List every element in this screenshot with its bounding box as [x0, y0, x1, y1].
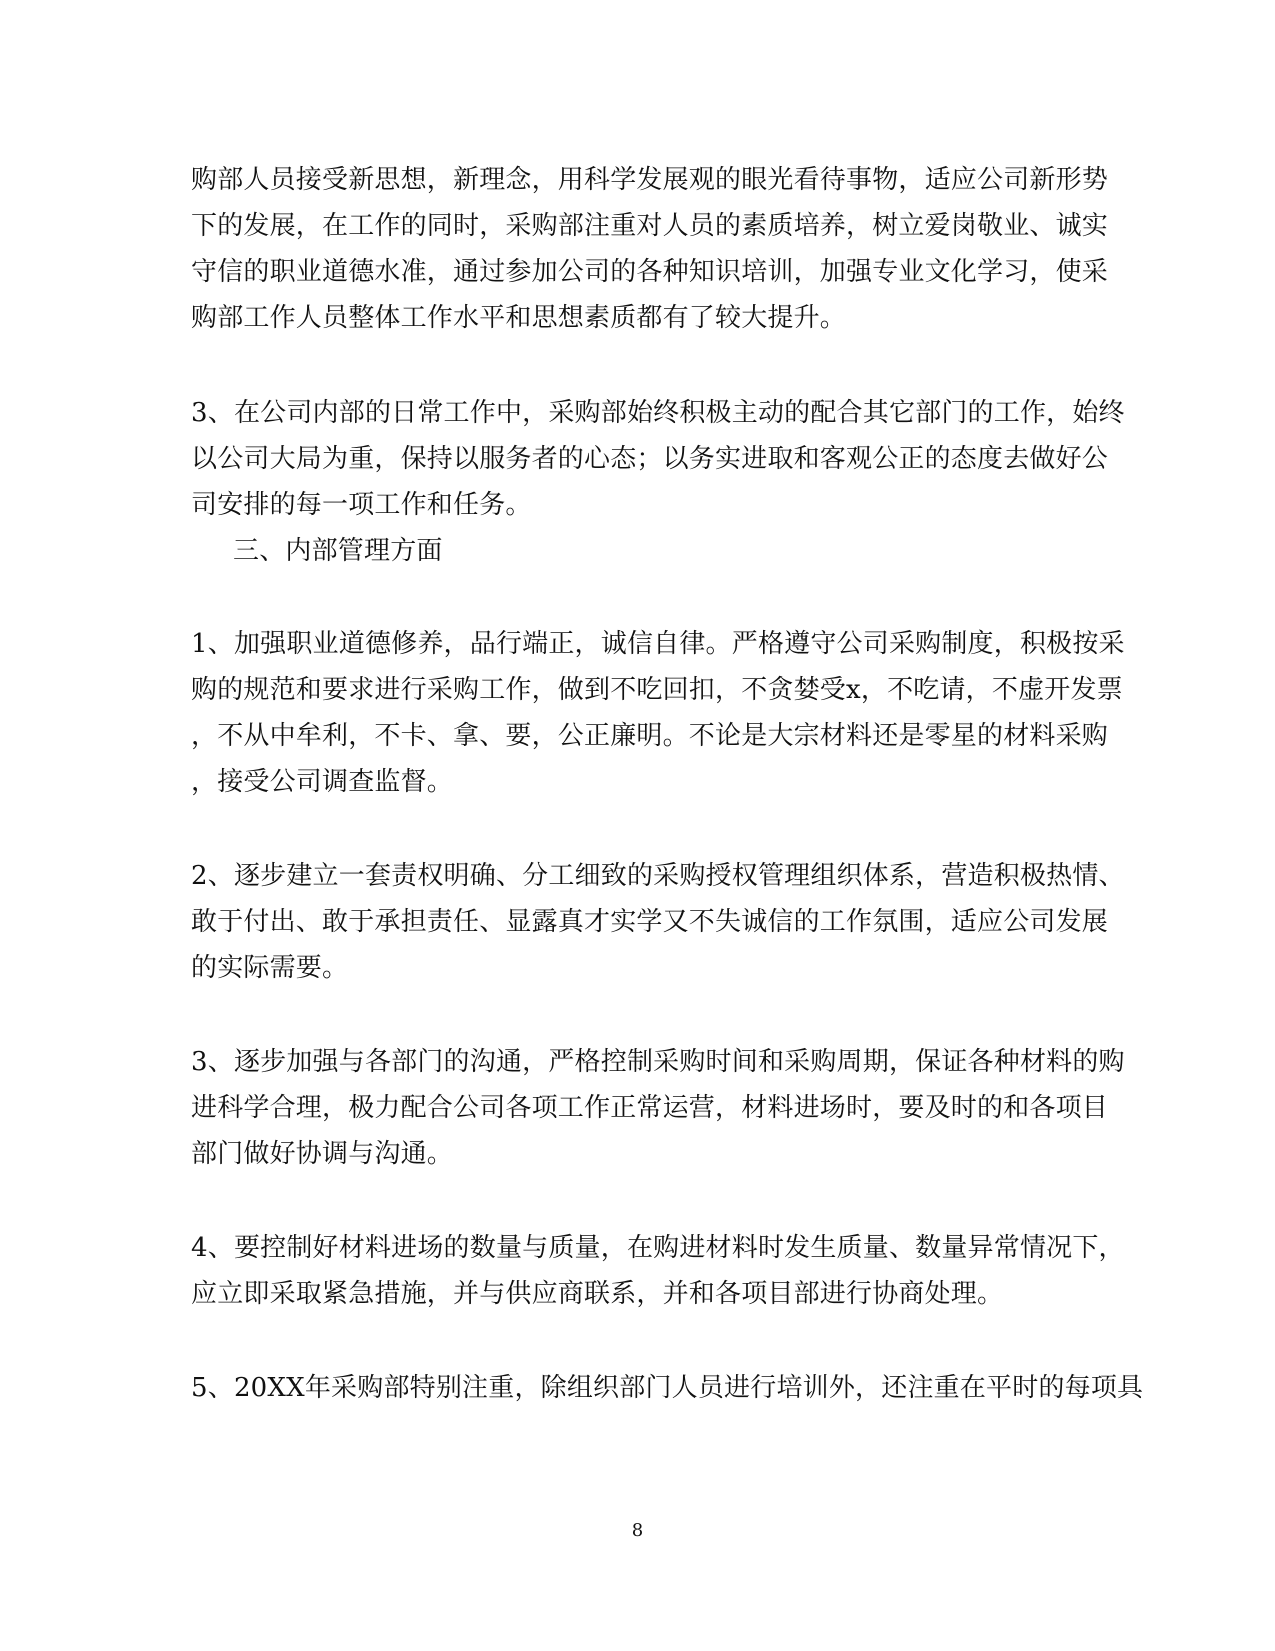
- paragraph-line: 部门做好协调与沟通。: [191, 1139, 454, 1169]
- paragraph-line: 进科学合理，极力配合公司各项工作正常运营，材料进场时，要及时的和各项目: [191, 1093, 1109, 1123]
- paragraph-line: 下的发展，在工作的同时，采购部注重对人员的素质培养，树立爱岗敬业、诚实: [191, 211, 1109, 241]
- paragraph-line: 5、20XX年采购部特别注重，除组织部门人员进行培训外，还注重在平时的每项具: [191, 1373, 1144, 1403]
- paragraph-line: 4、要控制好材料进场的数量与质量，在购进材料时发生质量、数量异常情况下，: [191, 1233, 1125, 1263]
- section-heading: 三、内部管理方面: [233, 536, 443, 566]
- paragraph-line: 购部工作人员整体工作水平和思想素质都有了较大提升。: [191, 303, 847, 333]
- paragraph-line: 守信的职业道德水准，通过参加公司的各种知识培训，加强专业文化学习，使采: [191, 257, 1109, 287]
- paragraph-line: ，不从中牟利，不卡、拿、要，公正廉明。不论是大宗材料还是零星的材料采购: [191, 721, 1109, 751]
- paragraph-line: 3、在公司内部的日常工作中，采购部始终积极主动的配合其它部门的工作，始终: [191, 398, 1125, 428]
- paragraph-line: 2、逐步建立一套责权明确、分工细致的采购授权管理组织体系，营造积极热情、: [191, 861, 1125, 891]
- paragraph-line: 的实际需要。: [191, 953, 349, 983]
- paragraph-line: 敢于付出、敢于承担责任、显露真才实学又不失诚信的工作氛围，适应公司发展: [191, 907, 1109, 937]
- paragraph-line: 1、加强职业道德修养，品行端正，诚信自律。严格遵守公司采购制度，积极按采: [191, 629, 1125, 659]
- paragraph-line: 司安排的每一项工作和任务。: [191, 490, 532, 520]
- paragraph-line: 3、逐步加强与各部门的沟通，严格控制采购时间和采购周期，保证各种材料的购: [191, 1047, 1125, 1077]
- page-number: 8: [631, 1520, 644, 1541]
- paragraph-line: 购部人员接受新思想，新理念，用科学发展观的眼光看待事物，适应公司新形势: [191, 165, 1109, 195]
- paragraph-line: 购的规范和要求进行采购工作，做到不吃回扣，不贪婪受x，不吃请，不虚开发票: [191, 675, 1123, 705]
- paragraph-line: ，接受公司调查监督。: [191, 767, 454, 797]
- paragraph-line: 以公司大局为重，保持以服务者的心态；以务实进取和客观公正的态度去做好公: [191, 444, 1109, 474]
- paragraph-line: 应立即采取紧急措施，并与供应商联系，并和各项目部进行协商处理。: [191, 1279, 1004, 1309]
